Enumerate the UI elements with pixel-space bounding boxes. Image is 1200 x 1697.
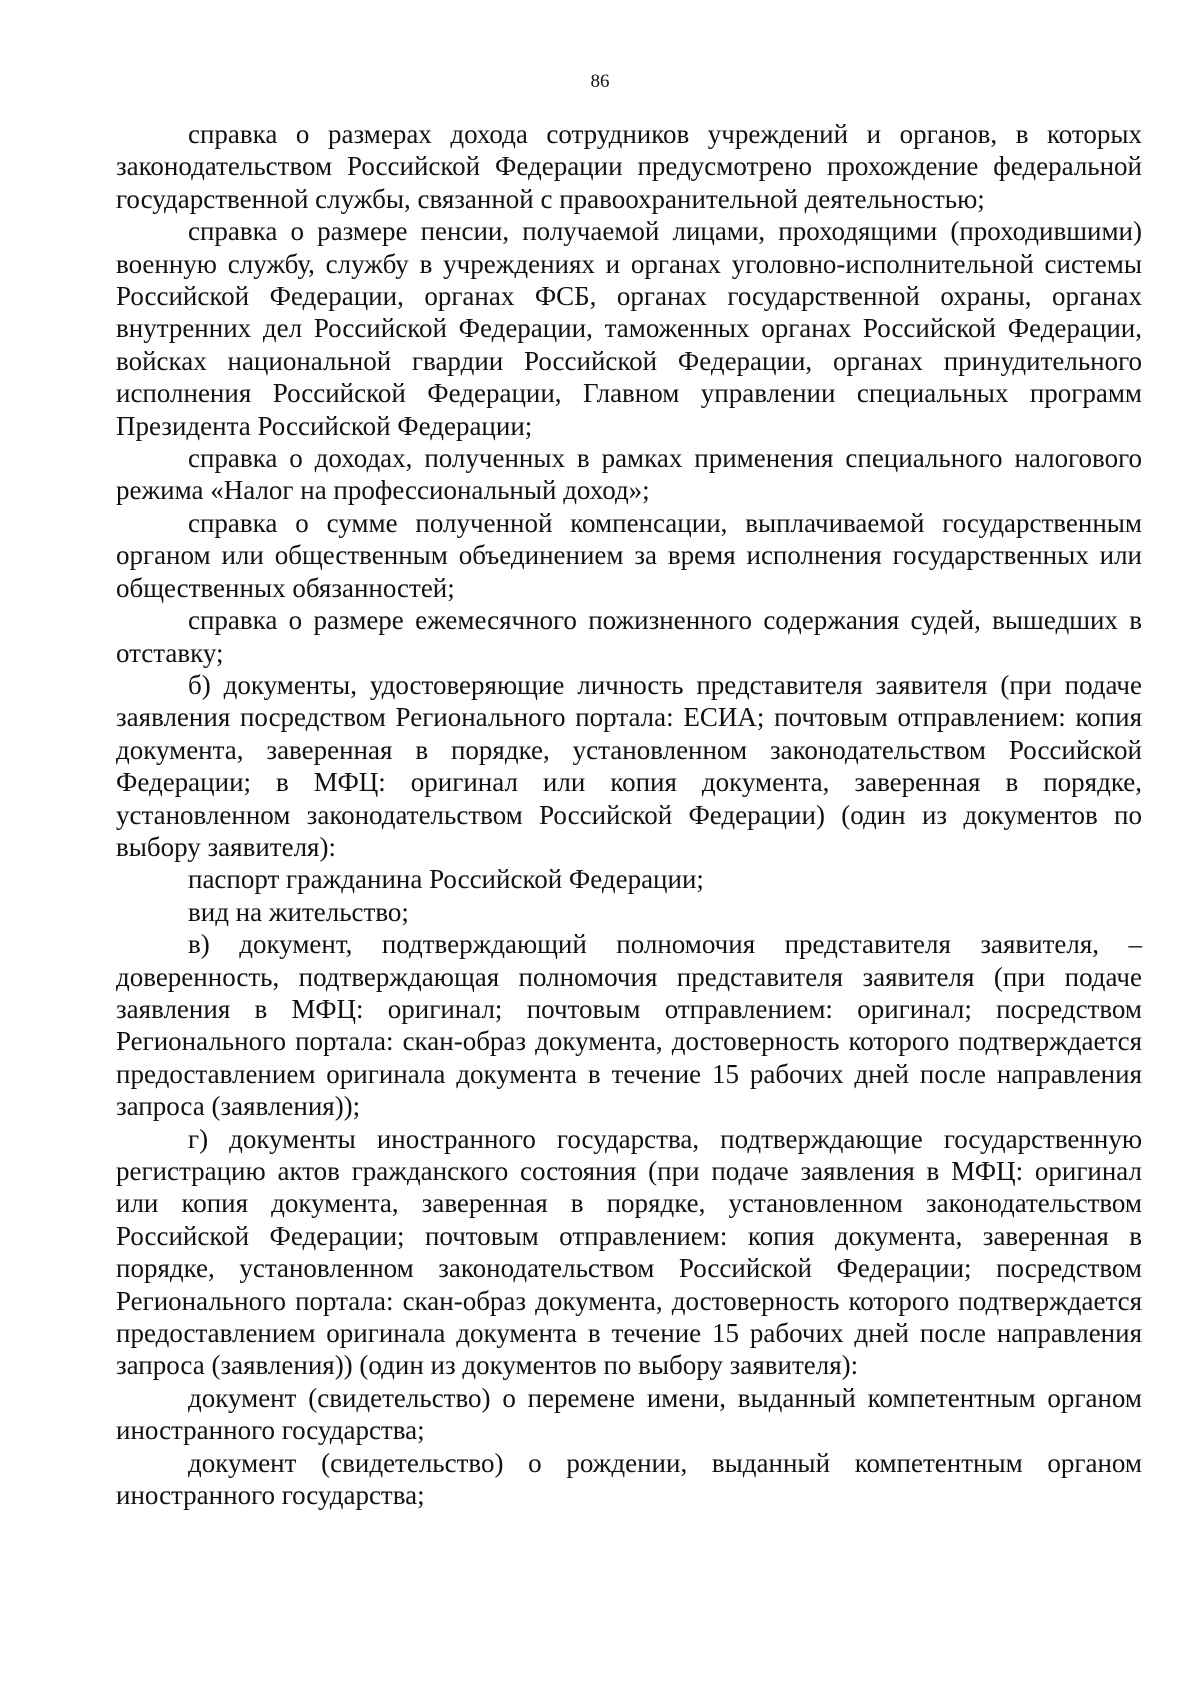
paragraph-d-foreign-civil-status-documents: г) документы иностранного государства, подтверждающие государственную регистрацию актов гражданского состояния (при подаче заявления в МФЦ: оригинал или копия документа, заверенная в порядке, установленном законодательством Российской Федерации; почтовым отправлением: копия документа, заверенная в порядке, установленном законодательством Российской Федерации; посредством Регионального портала: скан-образ документа, достоверность которого подтверждается предоставлением оригинала документа в течение 15 рабочих дней после направления запроса (заявления)) (один из документов по выбору заявителя):	[116, 1123, 1142, 1381]
paragraph-residence-permit: вид на жительство;	[188, 896, 409, 927]
paragraph-pension-certificate: справка о размере пенсии, получаемой лицами, проходящими (проходившими) военную службу, службу в учреждениях и органах уголовно-исполнительной системы Российской Федерации, органах ФСБ, органах государственной охраны, органах внутренних дел Российской Федерации, таможенных органах Российской Федерации, войсках национальной гвардии Российской Федерации, органах принудительного исполнения Российской Федерации, Главном управлении специальных программ Президента Российской Федерации;	[116, 216, 1142, 441]
paragraph-compensation-certificate: справка о сумме полученной компенсации, выплачиваемой государственным органом или общественным объединением за время исполнения государственных или общественных обязанностей;	[116, 507, 1142, 603]
paragraph-name-change-document: документ (свидетельство) о перемене имени, выданный компетентным органом иностранного государства;	[116, 1382, 1142, 1446]
paragraph-income-certificate-law-enforcement: справка о размерах дохода сотрудников учреждений и органов, в которых законодательством Российской Федерации предусмотрено прохождение федеральной государственной службы, связанной с правоохранительной деятельностью;	[116, 119, 1142, 214]
paragraph-b-representative-identity-documents: б) документы, удостоверяющие личность представителя заявителя (при подаче заявления посредством Регионального портала: ЕСИА; почтовым отправлением: копия документа, заверенная в порядке, установленном законодательством Российской Федерации; в МФЦ: оригинал или копия документа, заверенная в порядке, установленном законодательством Российской Федерации) (один из документов по выбору заявителя):	[116, 669, 1142, 862]
page-number: 86	[590, 71, 610, 92]
paragraph-passport: паспорт гражданина Российской Федерации;	[188, 864, 704, 895]
paragraph-birth-document: документ (свидетельство) о рождении, выданный компетентным органом иностранного государства;	[116, 1447, 1142, 1511]
paragraph-professional-income-tax-certificate: справка о доходах, полученных в рамках применения специального налогового режима «Налог на профессиональный доход»;	[116, 443, 1142, 506]
paragraph-retired-judges-certificate: справка о размере ежемесячного пожизненного содержания судей, вышедших в отставку;	[116, 605, 1142, 668]
paragraph-c-power-of-attorney: в) документ, подтверждающий полномочия представителя заявителя, – доверенность, подтверждающая полномочия представителя заявителя (при подаче заявления в МФЦ: оригинал; почтовым отправлением: оригинал; посредством Регионального портала: скан-образ документа, достоверность которого подтверждается предоставлением оригинала документа в течение 15 рабочих дней после направления запроса (заявления));	[116, 929, 1142, 1122]
document-body	[116, 118, 1142, 1511]
